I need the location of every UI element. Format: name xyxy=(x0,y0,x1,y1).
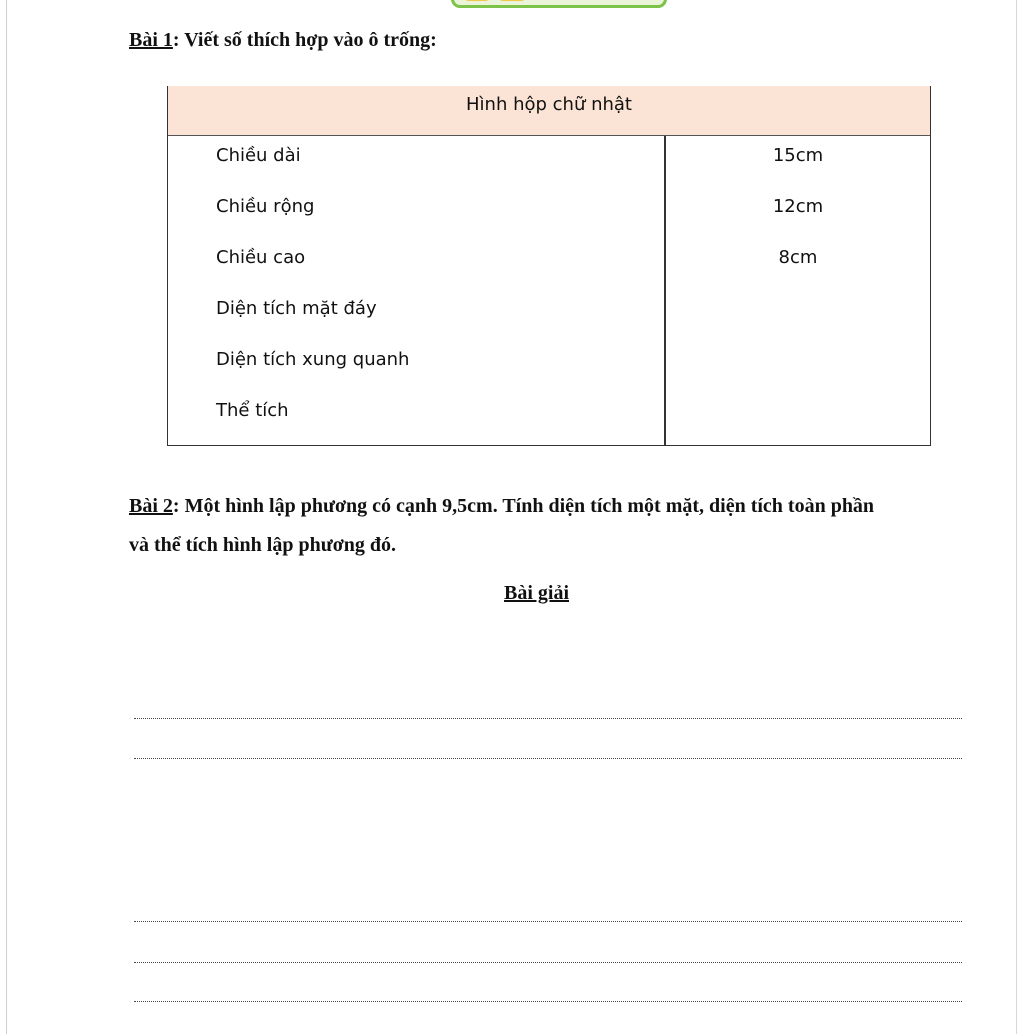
exercise-2-heading xyxy=(129,494,874,518)
table-row xyxy=(168,137,930,188)
table-title: Hình hộp chữ nhật xyxy=(168,86,930,136)
page-edge-right xyxy=(1016,0,1017,1034)
exercise-2-label: Bài 2 xyxy=(129,495,173,517)
row-value-length[interactable]: 15cm xyxy=(772,145,824,166)
row-label-lateral-area: Diện tích xung quanh xyxy=(216,349,410,370)
answer-line[interactable] xyxy=(134,962,962,963)
table-row xyxy=(168,341,930,392)
page-edge-left xyxy=(6,0,7,1034)
table-row xyxy=(168,290,930,341)
answer-line[interactable] xyxy=(134,718,962,719)
row-value-width[interactable]: 12cm xyxy=(772,196,824,217)
exercise-2-text-line2: và thể tích hình lập phương đó. xyxy=(129,534,397,556)
answer-line[interactable] xyxy=(134,1001,962,1002)
exercise-2-text-line1: : Một hình lập phương có cạnh 9,5cm. Tính diện tích một mặt, diện tích toàn phần xyxy=(172,495,875,517)
exercise-1-instruction: : Viết số thích hợp vào ô trống: xyxy=(172,29,437,51)
row-label-volume: Thể tích xyxy=(216,400,289,421)
answer-line[interactable] xyxy=(134,921,962,922)
exercise-1-heading xyxy=(129,28,437,52)
answer-line[interactable] xyxy=(134,758,962,759)
table-row xyxy=(168,239,930,290)
row-label-length: Chiều dài xyxy=(216,145,301,166)
header-logo-strip xyxy=(451,0,667,8)
solution-heading: Bài giải xyxy=(504,582,570,604)
row-label-height: Chiều cao xyxy=(216,247,306,268)
row-value-height[interactable]: 8cm xyxy=(778,247,818,268)
table-row xyxy=(168,188,930,239)
exercise-1-label: Bài 1 xyxy=(129,29,173,51)
row-label-width: Chiều rộng xyxy=(216,196,315,217)
row-label-base-area: Diện tích mặt đáy xyxy=(216,298,377,319)
cuboid-table xyxy=(167,86,931,446)
table-row xyxy=(168,392,930,443)
